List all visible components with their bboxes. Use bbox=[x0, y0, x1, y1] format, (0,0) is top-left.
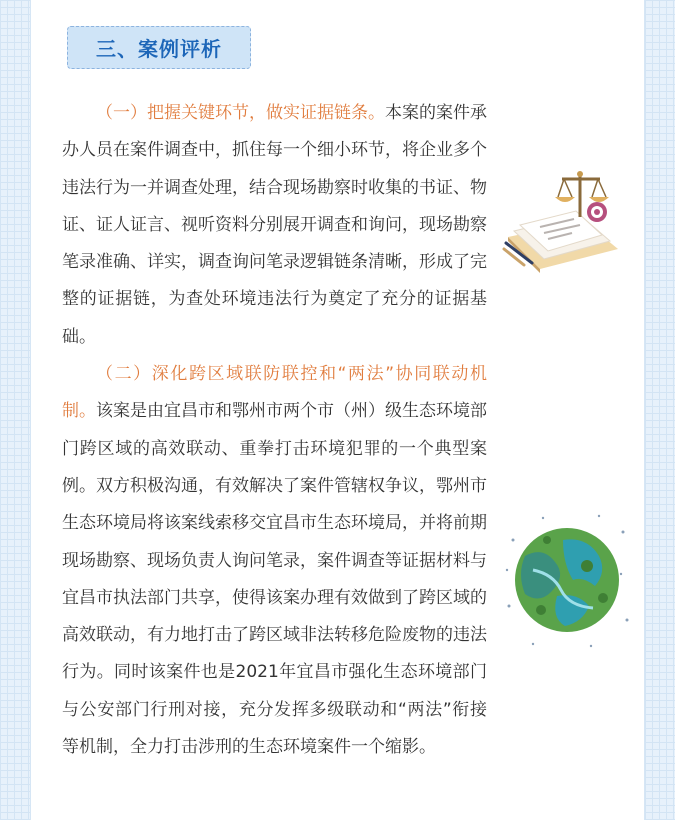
paragraph-2-lead: （二）深化跨区域联防联控和“两法”协同联动机制。 bbox=[62, 364, 487, 422]
right-grid-border bbox=[644, 0, 675, 820]
justice-scale-document-illustration bbox=[500, 165, 630, 275]
paragraph-1-lead: （一）把握关键环节，做实证据链条。 bbox=[96, 103, 385, 123]
paragraph-1-body: 本案的案件承办人员在案件调查中，抓住每一个细小环节，将企业多个违法行为一并调查处理，结合现场勘察时收集的书证、物证、证人证言、视听资料分别展开调查和询问，现场勘察笔录准确、详实，调查询问笔录逻辑链条清晰，形成了完整的证据链，为查处环境违法行为奠定了充分的证据基础。 bbox=[62, 103, 487, 347]
section-title: 三、案例评析 bbox=[96, 37, 222, 61]
earth-globe-illustration bbox=[503, 510, 633, 650]
section-header bbox=[67, 26, 251, 69]
paragraph-2 bbox=[62, 356, 487, 766]
paragraph-2-body: 该案是由宜昌市和鄂州市两个市（州）级生态环境部门跨区域的高效联动、重拳打击环境犯罪的一个典型案例。双方积极沟通，有效解决了案件管辖权争议，鄂州市生态环境局将该案线索移交宜昌市生态环境局，并将前期现场勘察、现场负责人询问笔录，案件调查等证据材料与宜昌市执法部门共享，使得该案办理有效做到了跨区域的高效联动，有力地打击了跨区域非法转移危险废物的违法行为。同时该案件也是2021年宜昌市强化生态环境部门与公安部门行刑对接，充分发挥多级联动和“两法”衔接等机制，全力打击涉刑的生态环境案件一个缩影。 bbox=[62, 401, 487, 758]
article-body bbox=[62, 95, 487, 766]
left-grid-border bbox=[0, 0, 31, 820]
paragraph-1 bbox=[62, 95, 487, 356]
